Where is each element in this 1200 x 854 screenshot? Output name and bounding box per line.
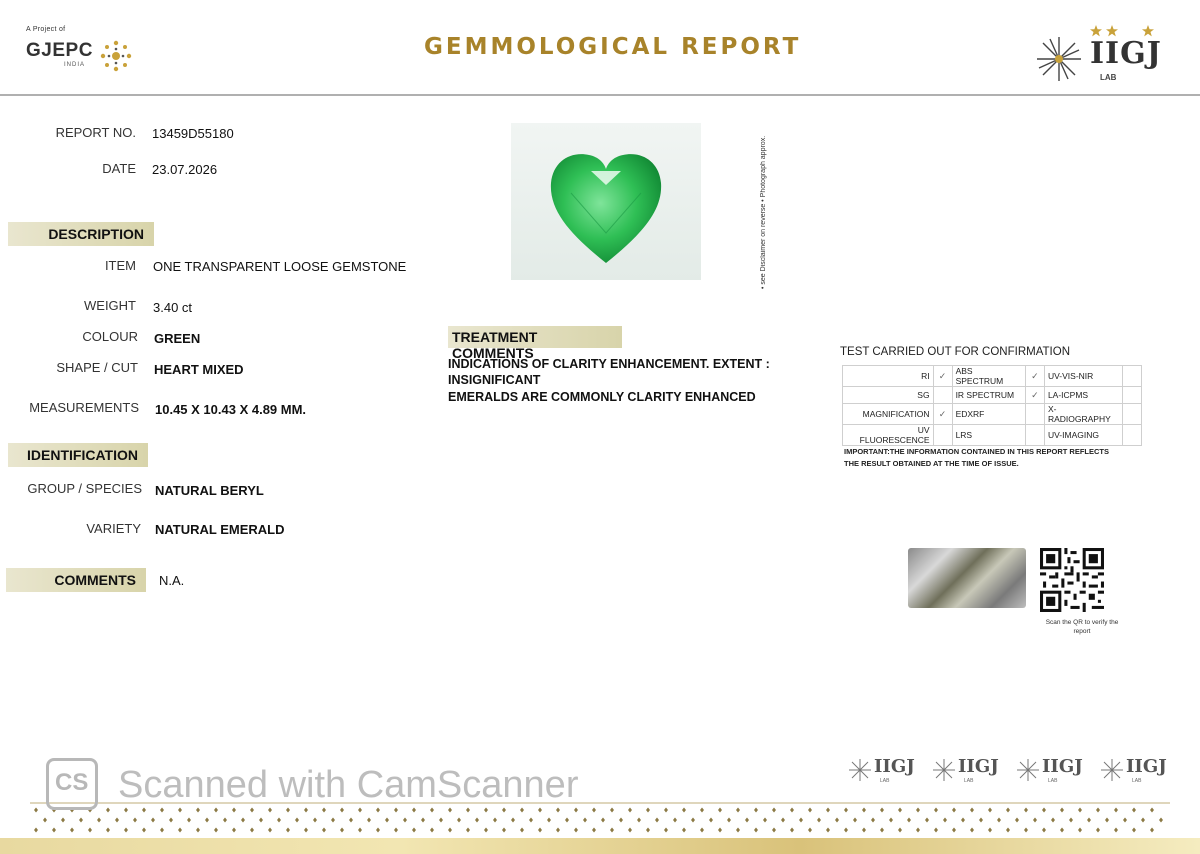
- comments-heading: COMMENTS: [54, 572, 136, 588]
- date-value: 23.07.2026: [152, 162, 218, 177]
- table-row: [843, 366, 1142, 387]
- treatment-line-2: INSIGNIFICANT: [448, 373, 541, 387]
- tests-title: TEST CARRIED OUT FOR CONFIRMATION: [840, 346, 1071, 358]
- comments-section-band: [6, 568, 146, 592]
- iigj-starburst-icon: [932, 758, 956, 782]
- test-check: [1123, 366, 1142, 387]
- iigj-lab-label: LAB: [1100, 73, 1117, 82]
- footer-iigj-logo: [1100, 754, 1170, 786]
- test-check: ✓: [1025, 387, 1044, 404]
- test-cell: IR SPECTRUM: [952, 387, 1025, 404]
- iigj-starburst-icon: [1016, 758, 1040, 782]
- test-check: [1123, 425, 1142, 446]
- gjepc-logo: [26, 26, 138, 78]
- colour-value: GREEN: [154, 331, 201, 346]
- shape-value: HEART MIXED: [154, 362, 244, 377]
- camscanner-icon: [46, 758, 98, 810]
- test-cell: LRS: [952, 425, 1025, 446]
- item-label: ITEM: [104, 258, 136, 273]
- identification-section-band: [8, 443, 148, 467]
- important-notice: IMPORTANT:THE INFORMATION CONTAINED IN THIS REPORT REFLECTS THE RESULT OBTAINED AT THE TIME OF ISSUE.: [844, 447, 1109, 468]
- test-check: [933, 387, 952, 404]
- treatment-line-1: INDICATIONS OF CLARITY ENHANCEMENT. EXTENT :: [448, 357, 770, 371]
- variety-value: NATURAL EMERALD: [155, 522, 285, 537]
- report-no-value: 13459D55180: [152, 126, 234, 141]
- test-cell: ABS SPECTRUM: [952, 366, 1025, 387]
- test-check: [1025, 404, 1044, 425]
- test-cell: SG: [843, 387, 934, 404]
- iigj-logo: [1034, 24, 1174, 88]
- test-check: [1123, 404, 1142, 425]
- weight-value: 3.40 ct: [153, 300, 193, 315]
- gemstone-photo: [511, 123, 701, 280]
- group-species-value: NATURAL BERYL: [155, 483, 264, 498]
- footer-logos: [848, 754, 1178, 786]
- photo-disclaimer: • see Disclaimer on reverse • Photograph approx.: [760, 135, 767, 289]
- tests-table: [842, 365, 1142, 446]
- group-species-label: GROUP / SPECIES: [27, 481, 142, 496]
- camscanner-text: Scanned with CamScanner: [118, 764, 579, 806]
- test-cell: LA-ICPMS: [1044, 387, 1122, 404]
- shape-label: SHAPE / CUT: [56, 360, 138, 375]
- measurements-label: MEASUREMENTS: [29, 400, 139, 415]
- test-check: ✓: [933, 404, 952, 425]
- footer-logo-lab: LAB: [1132, 778, 1142, 784]
- test-cell: MAGNIFICATION: [843, 404, 934, 425]
- security-hologram: [908, 548, 1026, 608]
- identification-heading: IDENTIFICATION: [27, 447, 138, 463]
- variety-label: VARIETY: [86, 521, 141, 536]
- description-heading: DESCRIPTION: [48, 226, 144, 242]
- item-value: ONE TRANSPARENT LOOSE GEMSTONE: [153, 259, 407, 274]
- test-check: ✓: [933, 366, 952, 387]
- measurements-value: 10.45 X 10.43 X 4.89 MM.: [155, 402, 307, 417]
- gjepc-tagline: A Project of: [26, 26, 66, 33]
- qr-code-icon[interactable]: [1040, 548, 1104, 612]
- footer-logo-name: IIGJ: [874, 756, 915, 777]
- test-cell: UV-VIS-NIR: [1044, 366, 1122, 387]
- iigj-name: IIGJ: [1090, 36, 1162, 71]
- test-cell: UV FLUORESCENCE: [843, 425, 934, 446]
- iigj-starburst-icon: [848, 758, 872, 782]
- test-cell: EDXRF: [952, 404, 1025, 425]
- footer-iigj-logo: [848, 754, 918, 786]
- test-check: [1025, 425, 1044, 446]
- bottom-edge-strip: [0, 838, 1200, 854]
- footer-iigj-logo: [932, 754, 1002, 786]
- comments-value: N.A.: [159, 573, 185, 588]
- gjepc-sunburst-icon: [98, 38, 134, 74]
- report-no-label: REPORT NO.: [55, 125, 136, 140]
- iigj-starburst-icon: [1100, 758, 1124, 782]
- footer-logo-lab: LAB: [880, 778, 890, 784]
- test-cell: RI: [843, 366, 934, 387]
- footer-iigj-logo: [1016, 754, 1086, 786]
- test-check: ✓: [1025, 366, 1044, 387]
- footer-logo-name: IIGJ: [1126, 756, 1167, 777]
- test-cell: X-RADIOGRAPHY: [1044, 404, 1122, 425]
- footer-logo-name: IIGJ: [958, 756, 999, 777]
- treatment-line-3: EMERALDS ARE COMMONLY CLARITY ENHANCED: [448, 390, 756, 404]
- report-title: GEMMOLOGICAL REPORT: [424, 34, 802, 60]
- camscanner-watermark: [46, 758, 646, 814]
- header-divider: [0, 94, 1200, 96]
- table-row: [843, 404, 1142, 425]
- gjepc-country: INDIA: [64, 62, 86, 68]
- weight-label: WEIGHT: [84, 298, 136, 313]
- description-section-band: [8, 222, 154, 246]
- qr-caption: Scan the QR to verify the report: [1045, 619, 1119, 635]
- colour-label: COLOUR: [82, 329, 138, 344]
- iigj-starburst-icon: [1034, 34, 1084, 84]
- footer-logo-lab: LAB: [964, 778, 974, 784]
- table-row: [843, 425, 1142, 446]
- footer-logo-lab: LAB: [1048, 778, 1058, 784]
- test-cell: UV-IMAGING: [1044, 425, 1122, 446]
- treatment-section-band: [448, 326, 622, 361]
- table-row: [843, 387, 1142, 404]
- footer-logo-name: IIGJ: [1042, 756, 1083, 777]
- gjepc-name: GJEPC: [26, 40, 93, 61]
- treatment-heading: TREATMENT COMMENTS: [452, 329, 538, 361]
- test-check: [1123, 387, 1142, 404]
- emerald-heart-icon: [511, 123, 701, 280]
- date-label: DATE: [102, 161, 136, 176]
- test-check: [933, 425, 952, 446]
- camscanner-icon-label: CS: [55, 769, 89, 796]
